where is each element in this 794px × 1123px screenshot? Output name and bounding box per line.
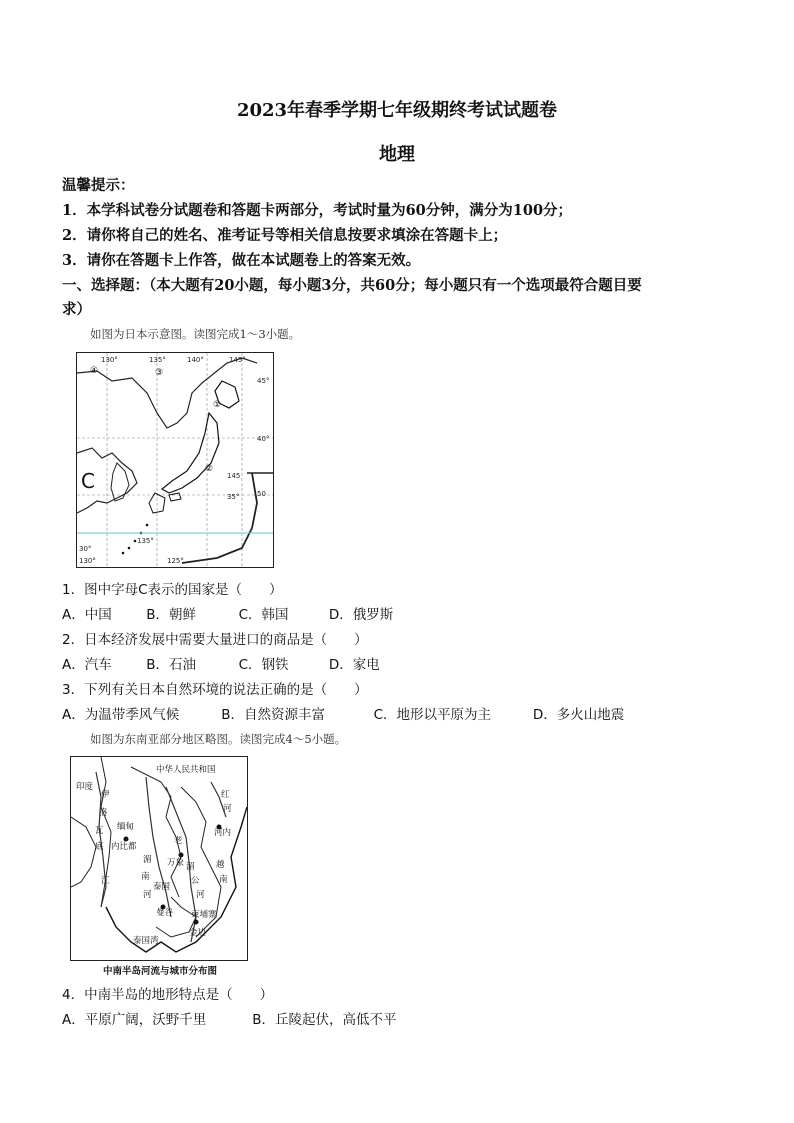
label-river: 湄 (143, 855, 152, 865)
lat-label: 35° (227, 493, 240, 501)
lat-label: 45° (257, 377, 270, 385)
label-myanmar: 缅甸 (117, 822, 135, 832)
label-river: 河 (196, 890, 205, 900)
label-river: 湄 (186, 862, 195, 872)
option[interactable]: B．自然资源丰富 (221, 707, 326, 723)
label-river: 江 (101, 876, 110, 886)
label-river: 公 (191, 876, 200, 886)
question-3: 3．下列有关日本自然环境的说法正确的是（ ） (62, 682, 368, 698)
option[interactable]: A．平原广阔，沃野千里 (62, 1012, 207, 1028)
lon-label: 135° (137, 537, 154, 545)
label-river: 洛 (99, 808, 108, 818)
label-river: 河 (223, 804, 232, 814)
option[interactable]: A．为温带季风气候 (62, 707, 180, 723)
tip-item: 2．请你将自己的姓名、准考证号等相关信息按要求填涂在答题卡上； (62, 227, 508, 244)
label-thailand: 泰国 (153, 882, 171, 892)
option[interactable]: B．朝鲜 (146, 607, 197, 623)
label-river: 底 (95, 842, 104, 852)
question-1-options (62, 603, 393, 623)
label-gulf: 泰国湾 (133, 936, 159, 946)
label-river: 伊 (101, 790, 110, 800)
marker-4: ④ (90, 366, 99, 376)
lon-label: 130° (101, 356, 118, 364)
tip-item: 3．请你在答题卡上作答，做在本试题卷上的答案无效。 (62, 252, 421, 269)
question-1: 1．图中字母C表示的国家是（ ） (62, 582, 283, 598)
label-phnompenh: 金边 (189, 928, 207, 938)
option[interactable]: D．俄罗斯 (328, 607, 394, 623)
option[interactable]: B．石油 (146, 657, 197, 673)
label-river: 红 (221, 790, 230, 800)
subject-title: 地理 (379, 144, 415, 165)
label-vietnam: 越 (216, 860, 225, 870)
label-hanoi: 河内 (214, 828, 232, 838)
section-heading: 一、选择题：（本大题有20小题，每小题3分，共60分；每小题只有一个选项最符合题目要 (62, 277, 642, 294)
label-river: 瓦 (95, 826, 104, 836)
lon-label: 125° (167, 557, 184, 565)
tips-heading: 温馨提示： (62, 177, 135, 194)
label-river: 河 (143, 890, 152, 900)
label-naypyidaw: 内比都 (111, 842, 137, 852)
option[interactable]: C．韩国 (238, 607, 289, 623)
exam-title: 2023年春季学期七年级期终考试试题卷 (236, 100, 558, 121)
option[interactable]: C．钢铁 (238, 657, 289, 673)
lon-label: 130° (79, 557, 96, 565)
label-laos: 老 (174, 836, 183, 846)
option[interactable]: D．家电 (328, 657, 380, 673)
question-3-options (62, 703, 624, 723)
option[interactable]: C．地形以平原为主 (373, 707, 492, 723)
label-china: 中华人民共和国 (156, 765, 216, 775)
label-vietnam: 南 (219, 875, 228, 885)
question-2: 2．日本经济发展中需要大量进口的商品是（ ） (62, 632, 368, 648)
lon-label: 140° (187, 356, 204, 364)
label-river: 南 (141, 872, 150, 882)
indochina-map (70, 756, 248, 961)
question-4: 4．中南半岛的地形特点是（ ） (62, 987, 274, 1003)
option[interactable]: A．汽车 (62, 657, 112, 673)
marker-3: ③ (155, 368, 164, 378)
label-india: 印度 (76, 782, 94, 792)
marker-1: ① (213, 400, 222, 410)
lon-label: 135° (149, 356, 166, 364)
tip-item: 1．本学科试卷分试题卷和答题卡两部分，考试时量为60分钟，满分为100分； (62, 202, 573, 219)
marker-2: ② (205, 464, 214, 474)
lat-label: 30° (79, 545, 92, 553)
lon-label: 145 (227, 472, 241, 480)
label-bangkok: 曼谷 (156, 908, 174, 918)
indochina-map-graphic (71, 757, 247, 960)
lon-label: 145° (229, 356, 246, 364)
question-4-options (62, 1008, 397, 1028)
map1-intro: 如图为日本示意图。读图完成1～3小题。 (90, 327, 301, 341)
section-heading-cont: 求） (62, 301, 91, 318)
question-2-options (62, 653, 380, 673)
japan-map (76, 352, 274, 568)
lat-label: 40° (257, 435, 270, 443)
map2-caption: 中南半岛河流与城市分布图 (102, 966, 217, 977)
option[interactable]: D．多火山地震 (532, 707, 625, 723)
map2-intro: 如图为东南亚部分地区略图。读图完成4～5小题。 (90, 732, 347, 746)
label-vientiane: 万象 (167, 858, 185, 868)
option[interactable]: A．中国 (62, 607, 112, 623)
label-cambodia: 柬埔寨 (191, 910, 217, 920)
japan-map-graphic (77, 353, 273, 567)
letter-c: C (81, 469, 95, 493)
option[interactable]: B．丘陵起伏，高低不平 (252, 1012, 397, 1028)
lat-label: 50 (257, 490, 266, 498)
